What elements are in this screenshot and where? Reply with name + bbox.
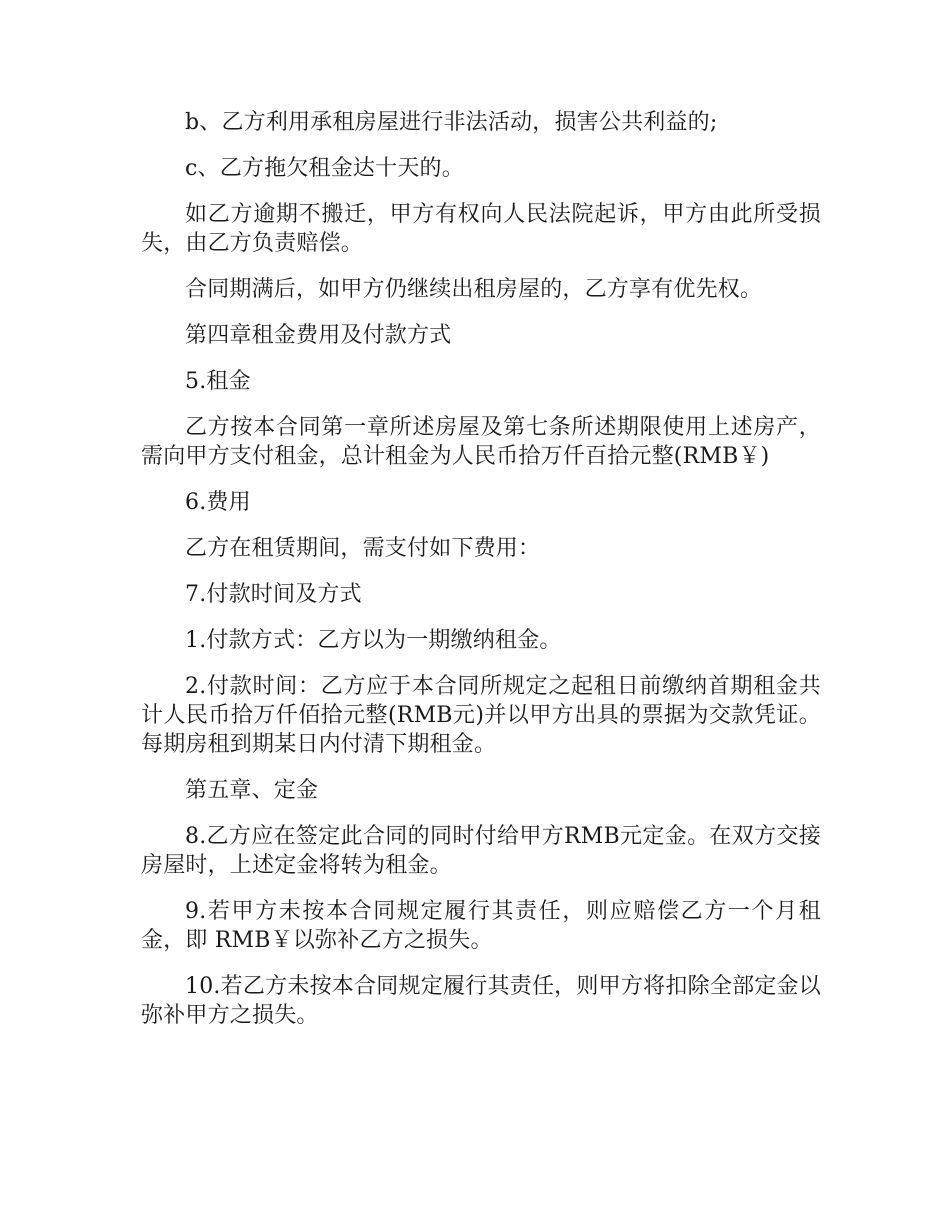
paragraph-deposit: 8.乙方应在签定此合同的同时付给甲方RMB元定金。在双方交接房屋时，上述定金将转为租金。 — [141, 824, 821, 878]
section-heading-rent: 5.租金 — [185, 369, 251, 394]
section-heading-fees: 6.费用 — [185, 490, 251, 515]
paragraph-fees: 乙方在租赁期间，需支付如下费用： — [185, 536, 541, 561]
paragraph-payment-time: 2.付款时间：乙方应于本合同所规定之起租日前缴纳首期租金共计人民币拾万仟佰拾元整(RMB元)并以甲方出具的票据为交款凭证。每期房租到期某日内付清下期租金。 — [141, 674, 821, 757]
paragraph-overdue-eviction: 如乙方逾期不搬迁，甲方有权向人民法院起诉，甲方由此所受损失，由乙方负责赔偿。 — [141, 202, 821, 256]
section-heading-payment: 7.付款时间及方式 — [185, 582, 362, 607]
paragraph-landlord-breach: 9.若甲方未按本合同规定履行其责任，则应赔偿乙方一个月租金，即 RMB￥以弥补乙方之损失。 — [141, 899, 821, 953]
paragraph-clause-c: c、乙方拖欠租金达十天的。 — [185, 156, 464, 181]
paragraph-rent-total: 乙方按本合同第一章所述房屋及第七条所述期限使用上述房产，需向甲方支付租金，总计租金为人民币拾万仟百拾元整(RMB￥) — [141, 415, 821, 469]
paragraph-tenant-breach: 10.若乙方未按本合同规定履行其责任，则甲方将扣除全部定金以弥补甲方之损失。 — [141, 974, 821, 1028]
chapter-heading-5: 第五章、定金 — [185, 778, 319, 803]
paragraph-payment-method: 1.付款方式：乙方以为一期缴纳租金。 — [185, 628, 562, 653]
paragraph-priority-right: 合同期满后，如甲方仍继续出租房屋的，乙方享有优先权。 — [185, 277, 763, 302]
chapter-heading-4: 第四章租金费用及付款方式 — [185, 323, 452, 348]
document-page — [141, 108, 821, 1047]
paragraph-clause-b: b、乙方利用承租房屋进行非法活动，损害公共利益的; — [185, 110, 718, 135]
